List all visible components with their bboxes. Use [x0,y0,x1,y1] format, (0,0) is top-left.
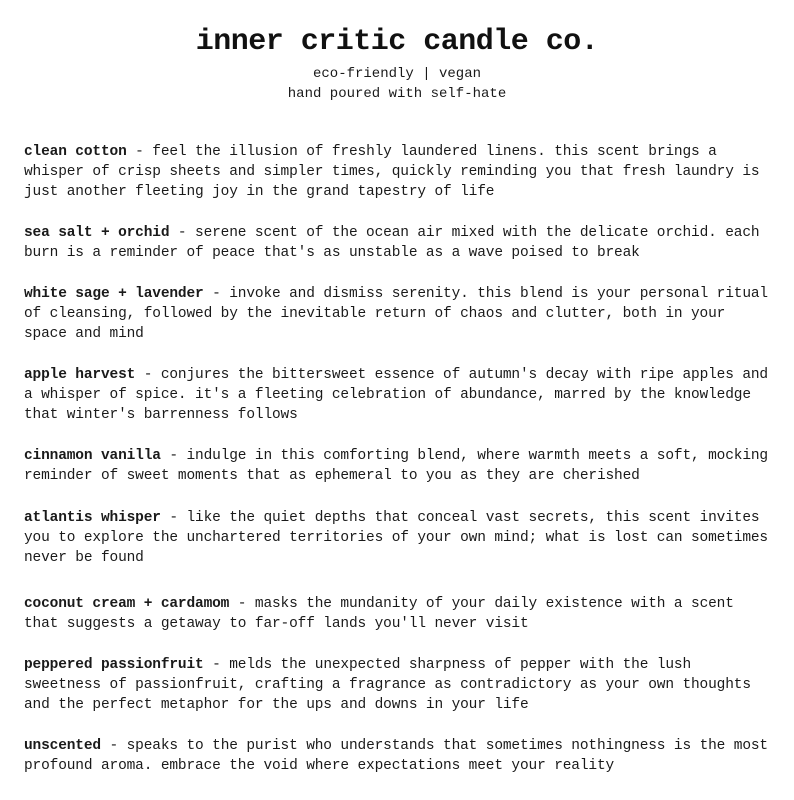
brand-tagline: hand poured with self-hate [287,86,507,102]
scent-description: - conjures the bittersweet essence of autumn's decay with ripe apples and a whisper of spice. it's a fleeting celebration of abundance, marred by the knowledge that winter's barrenness follows [24,367,768,423]
scent-item [24,594,772,634]
scent-item [24,142,772,202]
scent-name: atlantis whisper [24,510,161,526]
scent-name: cinnamon vanilla [24,448,161,464]
scent-item [24,446,772,486]
scent-item [24,223,772,263]
scent-name: unscented [24,738,101,754]
scent-name: sea salt + orchid [24,225,170,241]
scent-description: - like the quiet depths that conceal vast secrets, this scent invites you to explore the unchartered territories of your own mind; what is lost can sometimes never be found [24,510,768,566]
scent-item [24,655,772,715]
scent-description: - melds the unexpected sharpness of pepper with the lush sweetness of passionfruit, crafting a fragrance as contradictory as your own thoughts and the perfect metaphor for the ups and downs in your life [24,657,751,713]
scent-name: peppered passionfruit [24,657,204,673]
scent-name: white sage + lavender [24,286,204,302]
brand-title: inner critic candle co. [195,25,599,59]
scent-description: - masks the mundanity of your daily existence with a scent that suggests a getaway to far-off lands you'll never visit [24,596,734,632]
scent-item [24,736,772,776]
scent-description: - speaks to the purist who understands that sometimes nothingness is the most profound aroma. embrace the void where expectations meet your reality [24,738,768,774]
scent-name: coconut cream + cardamom [24,596,230,612]
scent-description: - invoke and dismiss serenity. this blend is your personal ritual of cleansing, followed by the inevitable return of chaos and clutter, both in your space and mind [24,286,768,342]
brand-subtitle: eco-friendly | vegan [312,66,482,82]
scent-description: - feel the illusion of freshly laundered linens. this scent brings a whisper of crisp sheets and simpler times, quickly reminding you that fresh laundry is just another fleeting joy in the grand tapestry of life [24,144,760,200]
scent-item [24,365,772,425]
scent-name: clean cotton [24,144,127,160]
scent-description: - indulge in this comforting blend, where warmth meets a soft, mocking reminder of sweet moments that as ephemeral to you as they are cherished [24,448,768,484]
header [0,0,794,104]
scent-item [24,284,772,344]
scent-name: apple harvest [24,367,136,383]
scent-item [24,508,772,568]
scent-description: - serene scent of the ocean air mixed with the delicate orchid. each burn is a reminder of peace that's as unstable as a wave poised to break [24,225,760,261]
